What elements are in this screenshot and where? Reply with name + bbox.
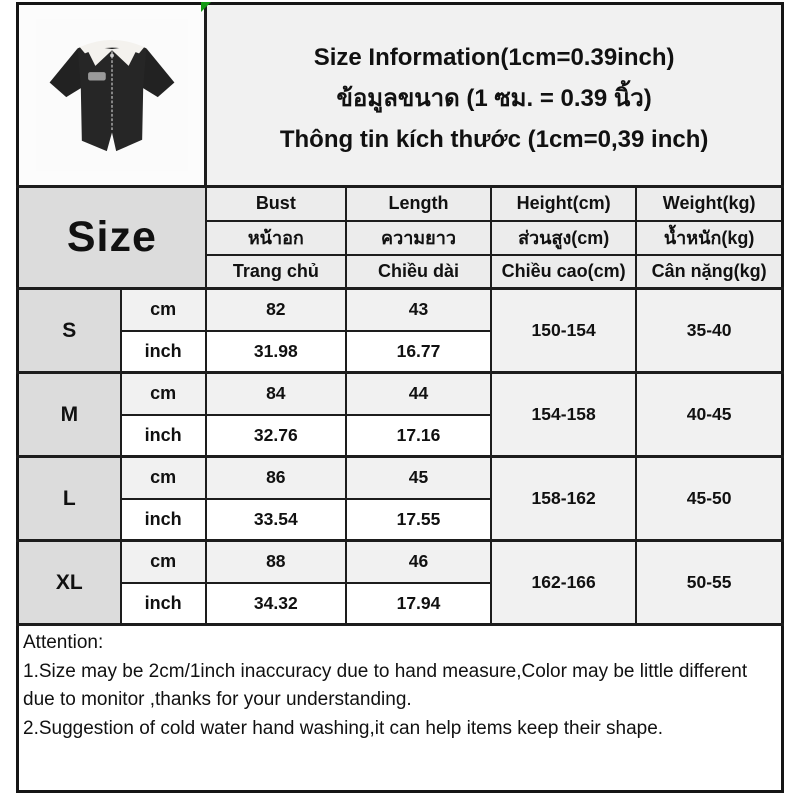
crop-top-shirt-icon	[34, 17, 190, 173]
unit-cm-s: cm	[121, 289, 206, 331]
product-photo-cell	[18, 4, 206, 187]
size-label-l: L	[18, 457, 121, 541]
cell-l-height: 158-162	[491, 457, 636, 541]
attention-row	[18, 625, 783, 792]
green-corner-marker-icon	[201, 2, 211, 12]
column-header-row-en	[18, 187, 783, 221]
cell-s-length-inch: 16.77	[346, 331, 491, 373]
size-table	[16, 2, 784, 793]
title-cell	[206, 4, 783, 187]
cell-s-weight: 35-40	[636, 289, 782, 373]
cell-m-bust-cm: 84	[206, 373, 346, 415]
attention-heading: Attention:	[23, 632, 104, 653]
cell-xl-weight: 50-55	[636, 541, 782, 625]
size-chart-sheet	[16, 2, 784, 793]
attention-note-2: 2.Suggestion of cold water hand washing,it can help items keep their shape.	[23, 717, 664, 739]
unit-inch-xl: inch	[121, 583, 206, 625]
cell-m-bust-inch: 32.76	[206, 415, 346, 457]
cell-m-height: 154-158	[491, 373, 636, 457]
size-label-m: M	[18, 373, 121, 457]
cell-xl-bust-cm: 88	[206, 541, 346, 583]
header-length-vi: Chiều dài	[346, 255, 491, 289]
size-corner-label: Size	[18, 187, 206, 289]
attention-note-1: 1.Size may be 2cm/1inch inaccuracy due to hand measure,Color may be little different due to monitor ,thanks for your understanding.	[23, 660, 748, 710]
unit-cm-l: cm	[121, 457, 206, 499]
header-bust-en: Bust	[206, 187, 346, 221]
cell-xl-bust-inch: 34.32	[206, 583, 346, 625]
cell-m-length-cm: 44	[346, 373, 491, 415]
cell-m-length-inch: 17.16	[346, 415, 491, 457]
header-weight-en: Weight(kg)	[636, 187, 782, 221]
title-vi: Thông tin kích thước (1cm=0,39 inch)	[279, 125, 709, 153]
cell-xl-length-cm: 46	[346, 541, 491, 583]
cell-l-bust-inch: 33.54	[206, 499, 346, 541]
cell-s-bust-cm: 82	[206, 289, 346, 331]
header-weight-th: น้ำหนัก(kg)	[636, 221, 782, 255]
cell-s-bust-inch: 31.98	[206, 331, 346, 373]
header-height-th: ส่วนสูง(cm)	[491, 221, 636, 255]
product-photo	[19, 5, 204, 185]
size-label-s: S	[18, 289, 121, 373]
unit-cm-xl: cm	[121, 541, 206, 583]
header-bust-th: หน้าอก	[206, 221, 346, 255]
row-m-cm	[18, 373, 783, 415]
unit-inch-l: inch	[121, 499, 206, 541]
row-xl-cm	[18, 541, 783, 583]
unit-cm-m: cm	[121, 373, 206, 415]
unit-inch-m: inch	[121, 415, 206, 457]
row-s-cm	[18, 289, 783, 331]
header-height-vi: Chiều cao(cm)	[491, 255, 636, 289]
cell-m-weight: 40-45	[636, 373, 782, 457]
cell-s-height: 150-154	[491, 289, 636, 373]
cell-xl-height: 162-166	[491, 541, 636, 625]
header-length-en: Length	[346, 187, 491, 221]
header-length-th: ความยาว	[346, 221, 491, 255]
cell-l-length-cm: 45	[346, 457, 491, 499]
unit-inch-s: inch	[121, 331, 206, 373]
header-bust-vi: Trang chủ	[206, 255, 346, 289]
cell-l-bust-cm: 86	[206, 457, 346, 499]
cell-l-length-inch: 17.55	[346, 499, 491, 541]
header-height-en: Height(cm)	[491, 187, 636, 221]
title-th: ข้อมูลขนาด (1 ซม. = 0.39 นิ้ว)	[336, 84, 652, 112]
size-label-xl: XL	[18, 541, 121, 625]
header-section	[18, 4, 783, 187]
header-weight-vi: Cân nặng(kg)	[636, 255, 782, 289]
cell-xl-length-inch: 17.94	[346, 583, 491, 625]
cell-l-weight: 45-50	[636, 457, 782, 541]
cell-s-length-cm: 43	[346, 289, 491, 331]
attention-cell	[18, 625, 783, 792]
row-l-cm	[18, 457, 783, 499]
title-en: Size Information(1cm=0.39inch)	[313, 43, 675, 71]
